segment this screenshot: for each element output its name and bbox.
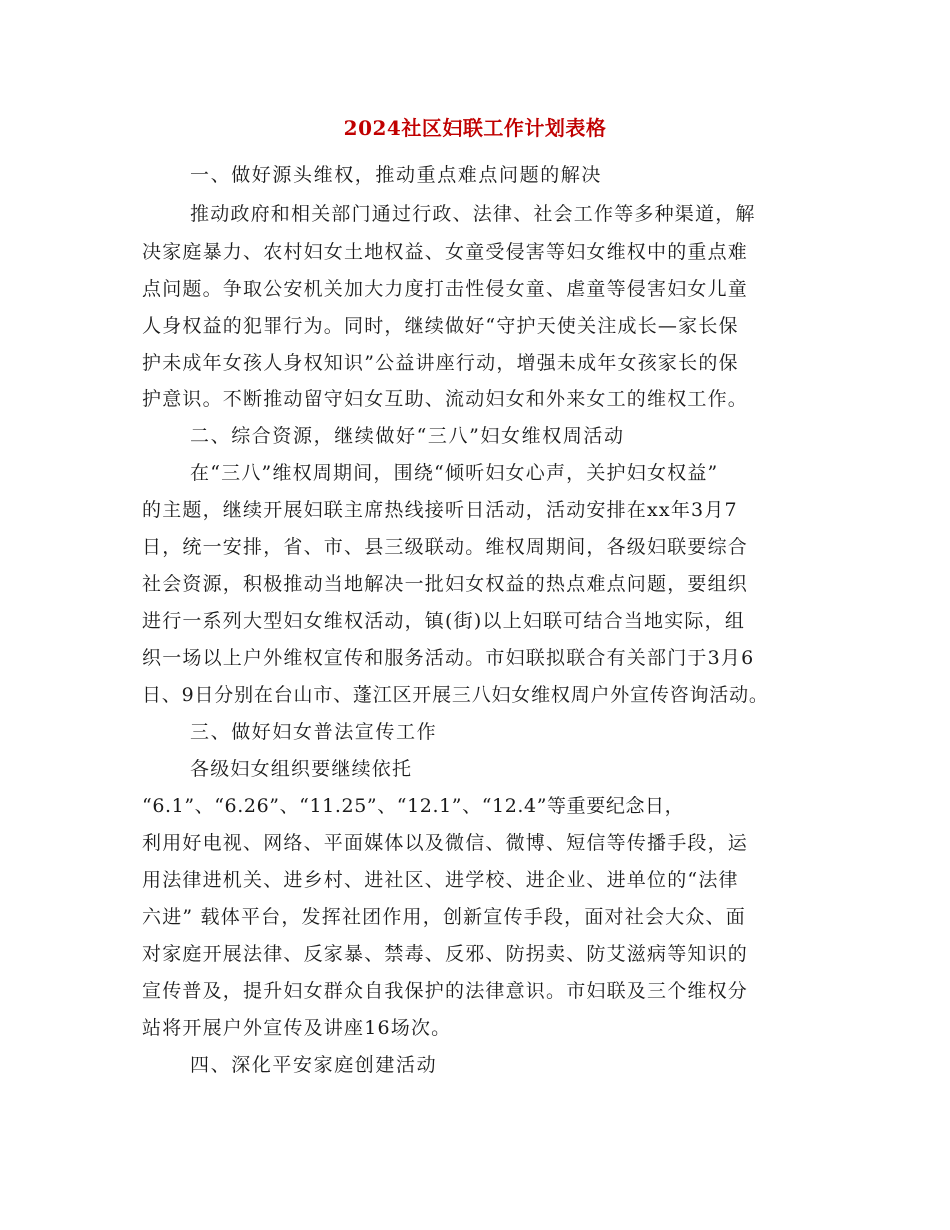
paragraph-line: 在“三八”维权周期间，围绕“倾听妇女心声，关护妇女权益” bbox=[190, 462, 719, 484]
paragraph-line: 织一场以上户外维权宣传和服务活动。市妇联拟联合有关部门于3月6 bbox=[142, 647, 755, 669]
paragraph-line: 利用好电视、网络、平面媒体以及微信、微博、短信等传播手段，运 bbox=[142, 832, 749, 854]
paragraph-line: “6.1”、“6.26”、“11.25”、“12.1”、“12.4”等重要纪念日， bbox=[142, 795, 685, 817]
paragraph-line: 宣传普及，提升妇女群众自我保护的法律意识。市妇联及三个维权分 bbox=[142, 980, 749, 1002]
paragraph-line: 推动政府和相关部门通过行政、法律、社会工作等多种渠道，解 bbox=[190, 203, 756, 225]
section-heading: 一、做好源头维权，推动重点难点问题的解决 bbox=[190, 164, 603, 186]
paragraph-line: 进行一系列大型妇女维权活动，镇(街)以上妇联可结合当地实际，组 bbox=[142, 610, 746, 632]
section-heading: 二、综合资源，继续做好“三八”妇女维权周活动 bbox=[190, 425, 625, 447]
section-heading: 三、做好妇女普法宣传工作 bbox=[190, 721, 438, 743]
paragraph-line: 护意识。不断推动留守妇女互助、流动妇女和外来女工的维权工作。 bbox=[142, 388, 749, 410]
paragraph-line: 六进” 载体平台，发挥社团作用，创新宣传手段，面对社会大众、面 bbox=[142, 906, 746, 928]
paragraph-line: 日，统一安排，省、市、县三级联动。维权周期间，各级妇联要综合 bbox=[142, 536, 749, 558]
paragraph-line: 决家庭暴力、农村妇女土地权益、女童受侵害等妇女维权中的重点难 bbox=[142, 241, 749, 263]
paragraph-line: 各级妇女组织要继续依托 bbox=[190, 758, 413, 780]
paragraph-line: 对家庭开展法律、反家暴、禁毒、反邪、防拐卖、防艾滋病等知识的 bbox=[142, 943, 749, 965]
paragraph-line: 人身权益的犯罪行为。同时，继续做好“守护天使关注成长—家长保 bbox=[142, 315, 739, 337]
paragraph-line: 用法律进机关、进乡村、进社区、进学校、进企业、进单位的“法律 bbox=[142, 869, 739, 891]
paragraph-line: 点问题。争取公安机关加大力度打击性侵女童、虐童等侵害妇女儿童 bbox=[142, 278, 749, 300]
document-title: 2024社区妇联工作计划表格 bbox=[343, 116, 607, 140]
paragraph-line: 社会资源，积极推动当地解决一批妇女权益的热点难点问题，要组织 bbox=[142, 573, 749, 595]
paragraph-line: 站将开展户外宣传及讲座16场次。 bbox=[142, 1017, 452, 1039]
paragraph-line: 护未成年女孩人身权知识”公益讲座行动，增强未成年女孩家长的保 bbox=[142, 352, 739, 374]
section-heading: 四、深化平安家庭创建活动 bbox=[190, 1054, 438, 1076]
paragraph-line: 日、9日分别在台山市、蓬江区开展三八妇女维权周户外宣传咨询活动。 bbox=[142, 684, 769, 706]
paragraph-line: 的主题，继续开展妇联主席热线接听日活动，活动安排在xx年3月7 bbox=[142, 499, 738, 521]
